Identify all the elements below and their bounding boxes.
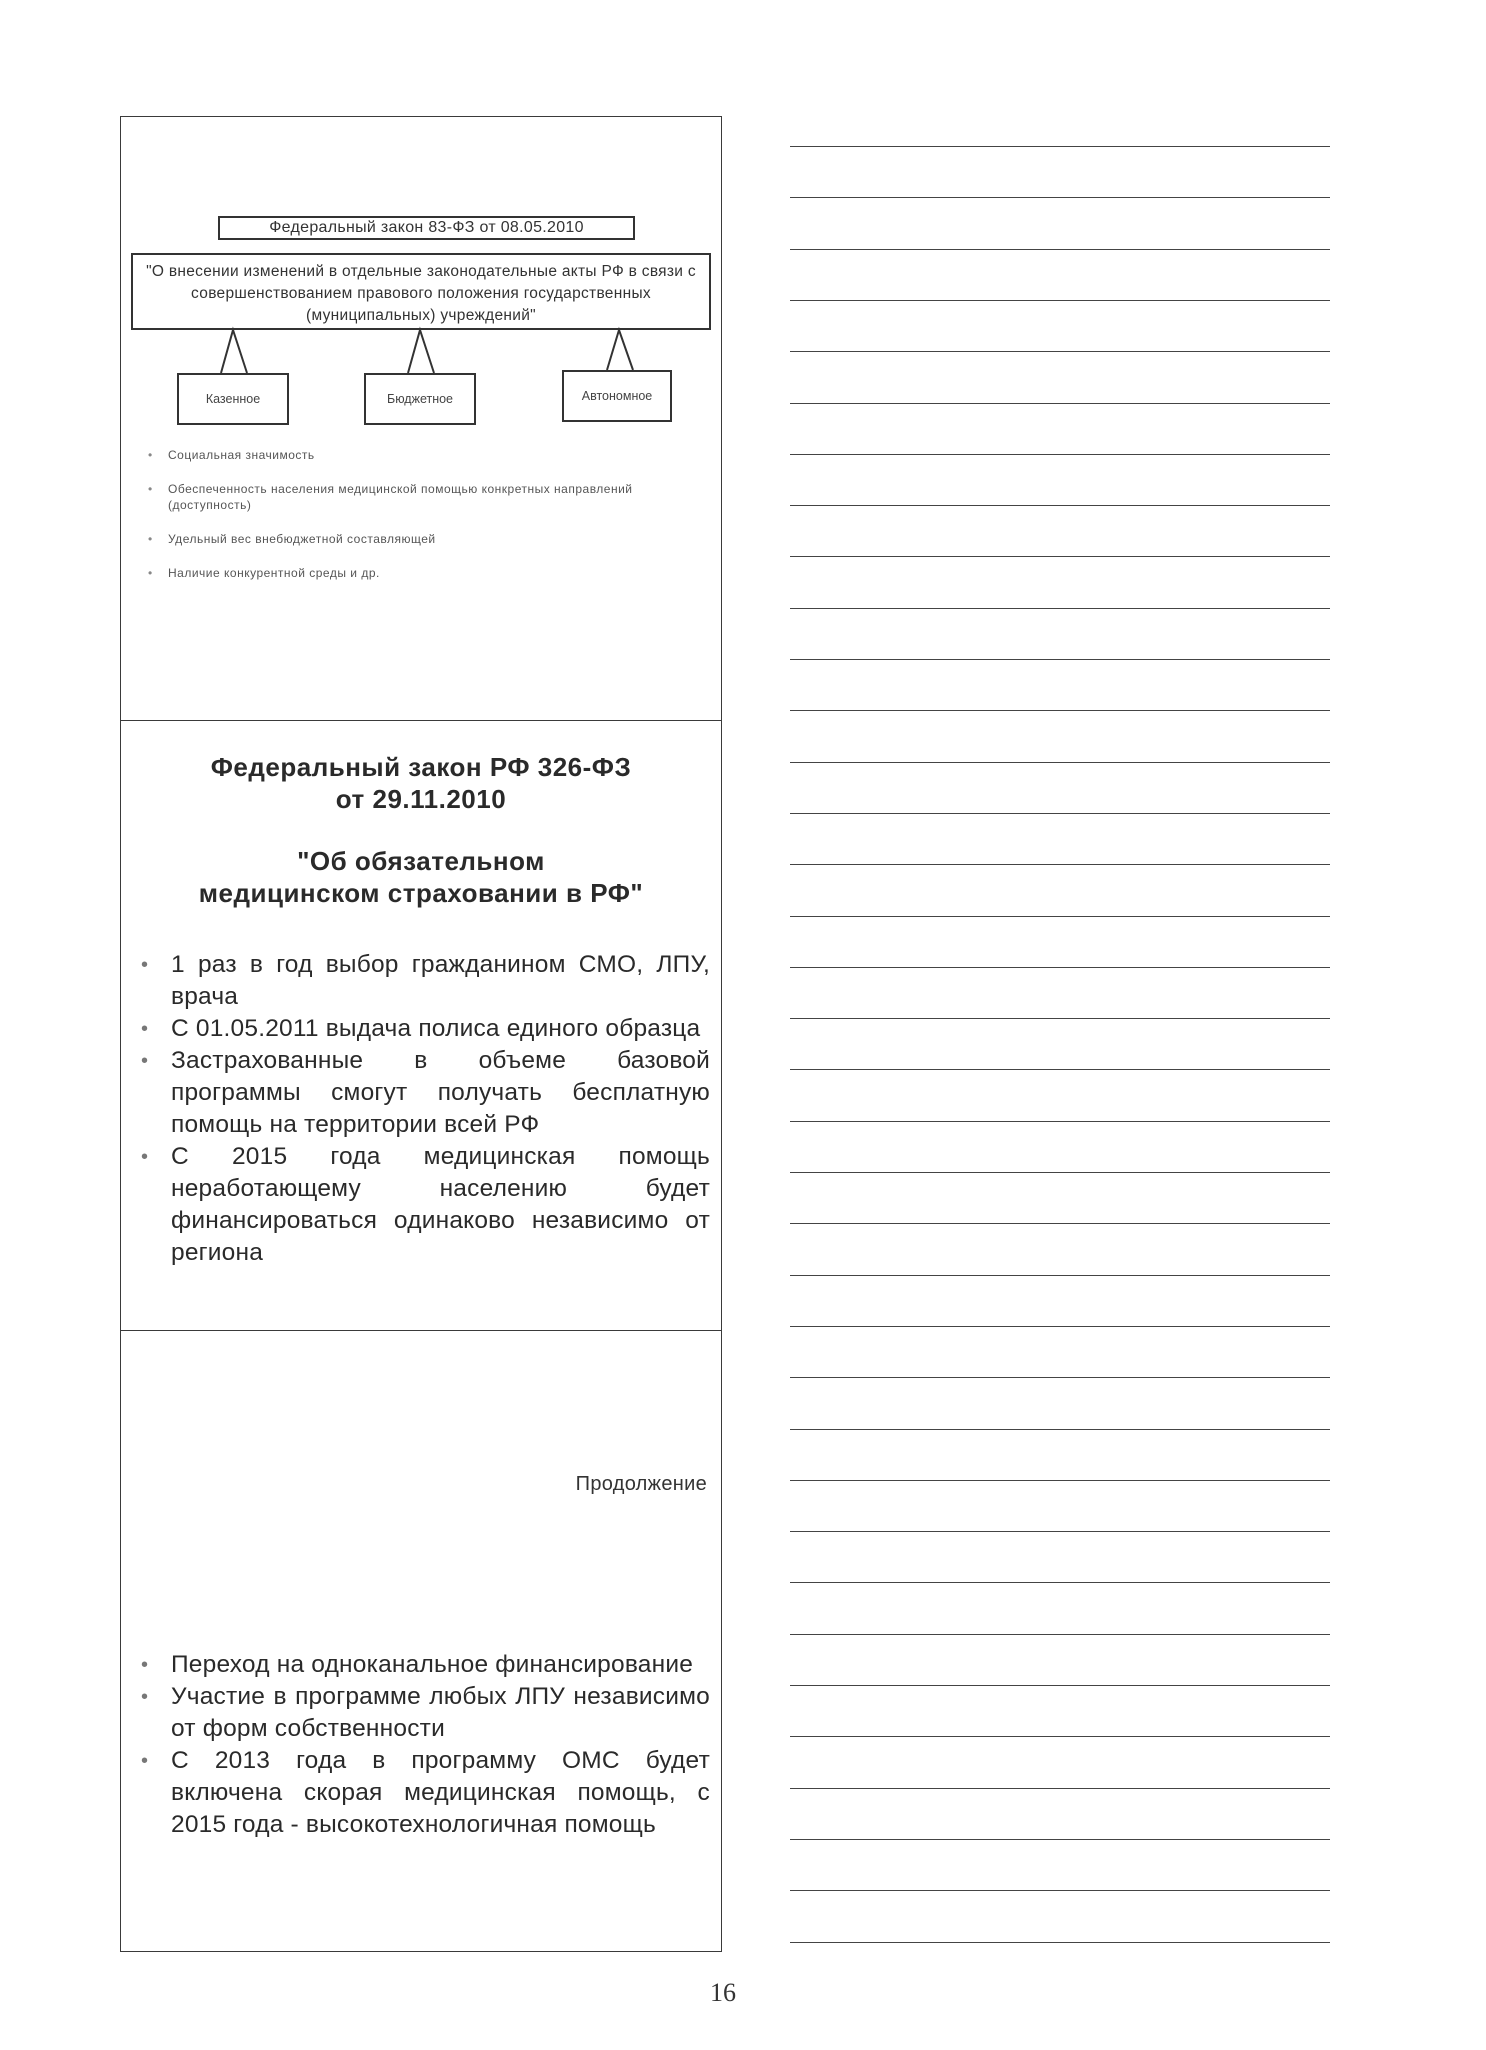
note-line <box>790 1736 1330 1737</box>
list-item: • Обеспеченность населения медицинской помощью конкретных направлений (доступность) <box>146 481 686 513</box>
note-line <box>790 351 1330 352</box>
list-item: • Застрахованные в объеме базовой программы смогут получать бесплатную помощь на территории всей РФ <box>135 1045 710 1141</box>
note-line <box>790 556 1330 557</box>
slide-subtitle <box>121 845 721 909</box>
note-line <box>790 1942 1330 1943</box>
note-line <box>790 762 1330 763</box>
note-line <box>790 1788 1330 1789</box>
note-line <box>790 710 1330 711</box>
title-line: Федеральный закон РФ 326-ФЗ <box>210 752 632 782</box>
note-line <box>790 1480 1330 1481</box>
note-line <box>790 1326 1330 1327</box>
slide-title <box>121 751 721 815</box>
list-item: • С 2013 года в программу ОМС будет включена скорая медицинская помощь, с 2015 года - высокотехнологичная помощь <box>135 1745 710 1841</box>
law-provisions-list <box>135 949 710 1269</box>
slide-2 <box>121 720 721 1330</box>
note-line <box>790 1634 1330 1635</box>
note-line <box>790 505 1330 506</box>
list-item: • Участие в программе любых ЛПУ независимо от форм собственности <box>135 1681 710 1745</box>
note-line <box>790 146 1330 147</box>
note-line <box>790 1531 1330 1532</box>
note-line <box>790 1121 1330 1122</box>
list-item: • Переход на одноканальное финансирование <box>135 1649 710 1681</box>
note-line <box>790 916 1330 917</box>
law-title-box: Федеральный закон 83-ФЗ от 08.05.2010 <box>218 216 635 240</box>
note-line <box>790 659 1330 660</box>
note-line <box>790 1429 1330 1430</box>
notes-lines <box>790 0 1330 2050</box>
note-line <box>790 967 1330 968</box>
list-item: • Удельный вес внебюджетной составляющей <box>146 531 686 547</box>
title-line: от 29.11.2010 <box>335 784 507 814</box>
law-description-box: "О внесении изменений в отдельные законодательные акты РФ в связи с совершенствованием правового положения государственных (муниципальных) учреждений" <box>131 253 711 330</box>
note-line <box>790 1275 1330 1276</box>
connector-byudzhetnoe <box>408 330 434 373</box>
list-item: • С 01.05.2011 выдача полиса единого образца <box>135 1013 710 1045</box>
subtitle-line: "Об обязательном <box>297 846 545 876</box>
list-item: • Наличие конкурентной среды и др. <box>146 565 686 581</box>
note-line <box>790 1018 1330 1019</box>
note-line <box>790 249 1330 250</box>
type-box-avtonomnoe: Автономное <box>562 370 672 422</box>
slides-column <box>120 116 722 1952</box>
slide-3 <box>121 1330 721 1951</box>
criteria-list <box>146 447 686 599</box>
note-line <box>790 197 1330 198</box>
list-item: • Социальная значимость <box>146 447 686 463</box>
note-line <box>790 403 1330 404</box>
subtitle-line: медицинском страховании в РФ" <box>198 878 644 908</box>
connector-kazennoe <box>221 330 247 373</box>
note-line <box>790 300 1330 301</box>
note-line <box>790 1890 1330 1891</box>
type-box-byudzhetnoe: Бюджетное <box>364 373 476 425</box>
note-line <box>790 864 1330 865</box>
slide-1 <box>121 117 721 720</box>
note-line <box>790 1839 1330 1840</box>
type-box-kazennoe: Казенное <box>177 373 289 425</box>
continuation-label: Продолжение <box>575 1473 707 1495</box>
continuation-list <box>135 1649 710 1841</box>
connector-avtonomnoe <box>607 330 633 370</box>
note-line <box>790 1069 1330 1070</box>
list-item: • С 2015 года медицинская помощь неработающему населению будет финансироваться одинаково независимо от региона <box>135 1141 710 1269</box>
list-item: • 1 раз в год выбор гражданином СМО, ЛПУ, врача <box>135 949 710 1013</box>
note-line <box>790 1685 1330 1686</box>
note-line <box>790 454 1330 455</box>
note-line <box>790 608 1330 609</box>
page-number: 16 <box>710 1978 736 2007</box>
note-line <box>790 1582 1330 1583</box>
note-line <box>790 1172 1330 1173</box>
note-line <box>790 813 1330 814</box>
note-line <box>790 1223 1330 1224</box>
note-line <box>790 1377 1330 1378</box>
